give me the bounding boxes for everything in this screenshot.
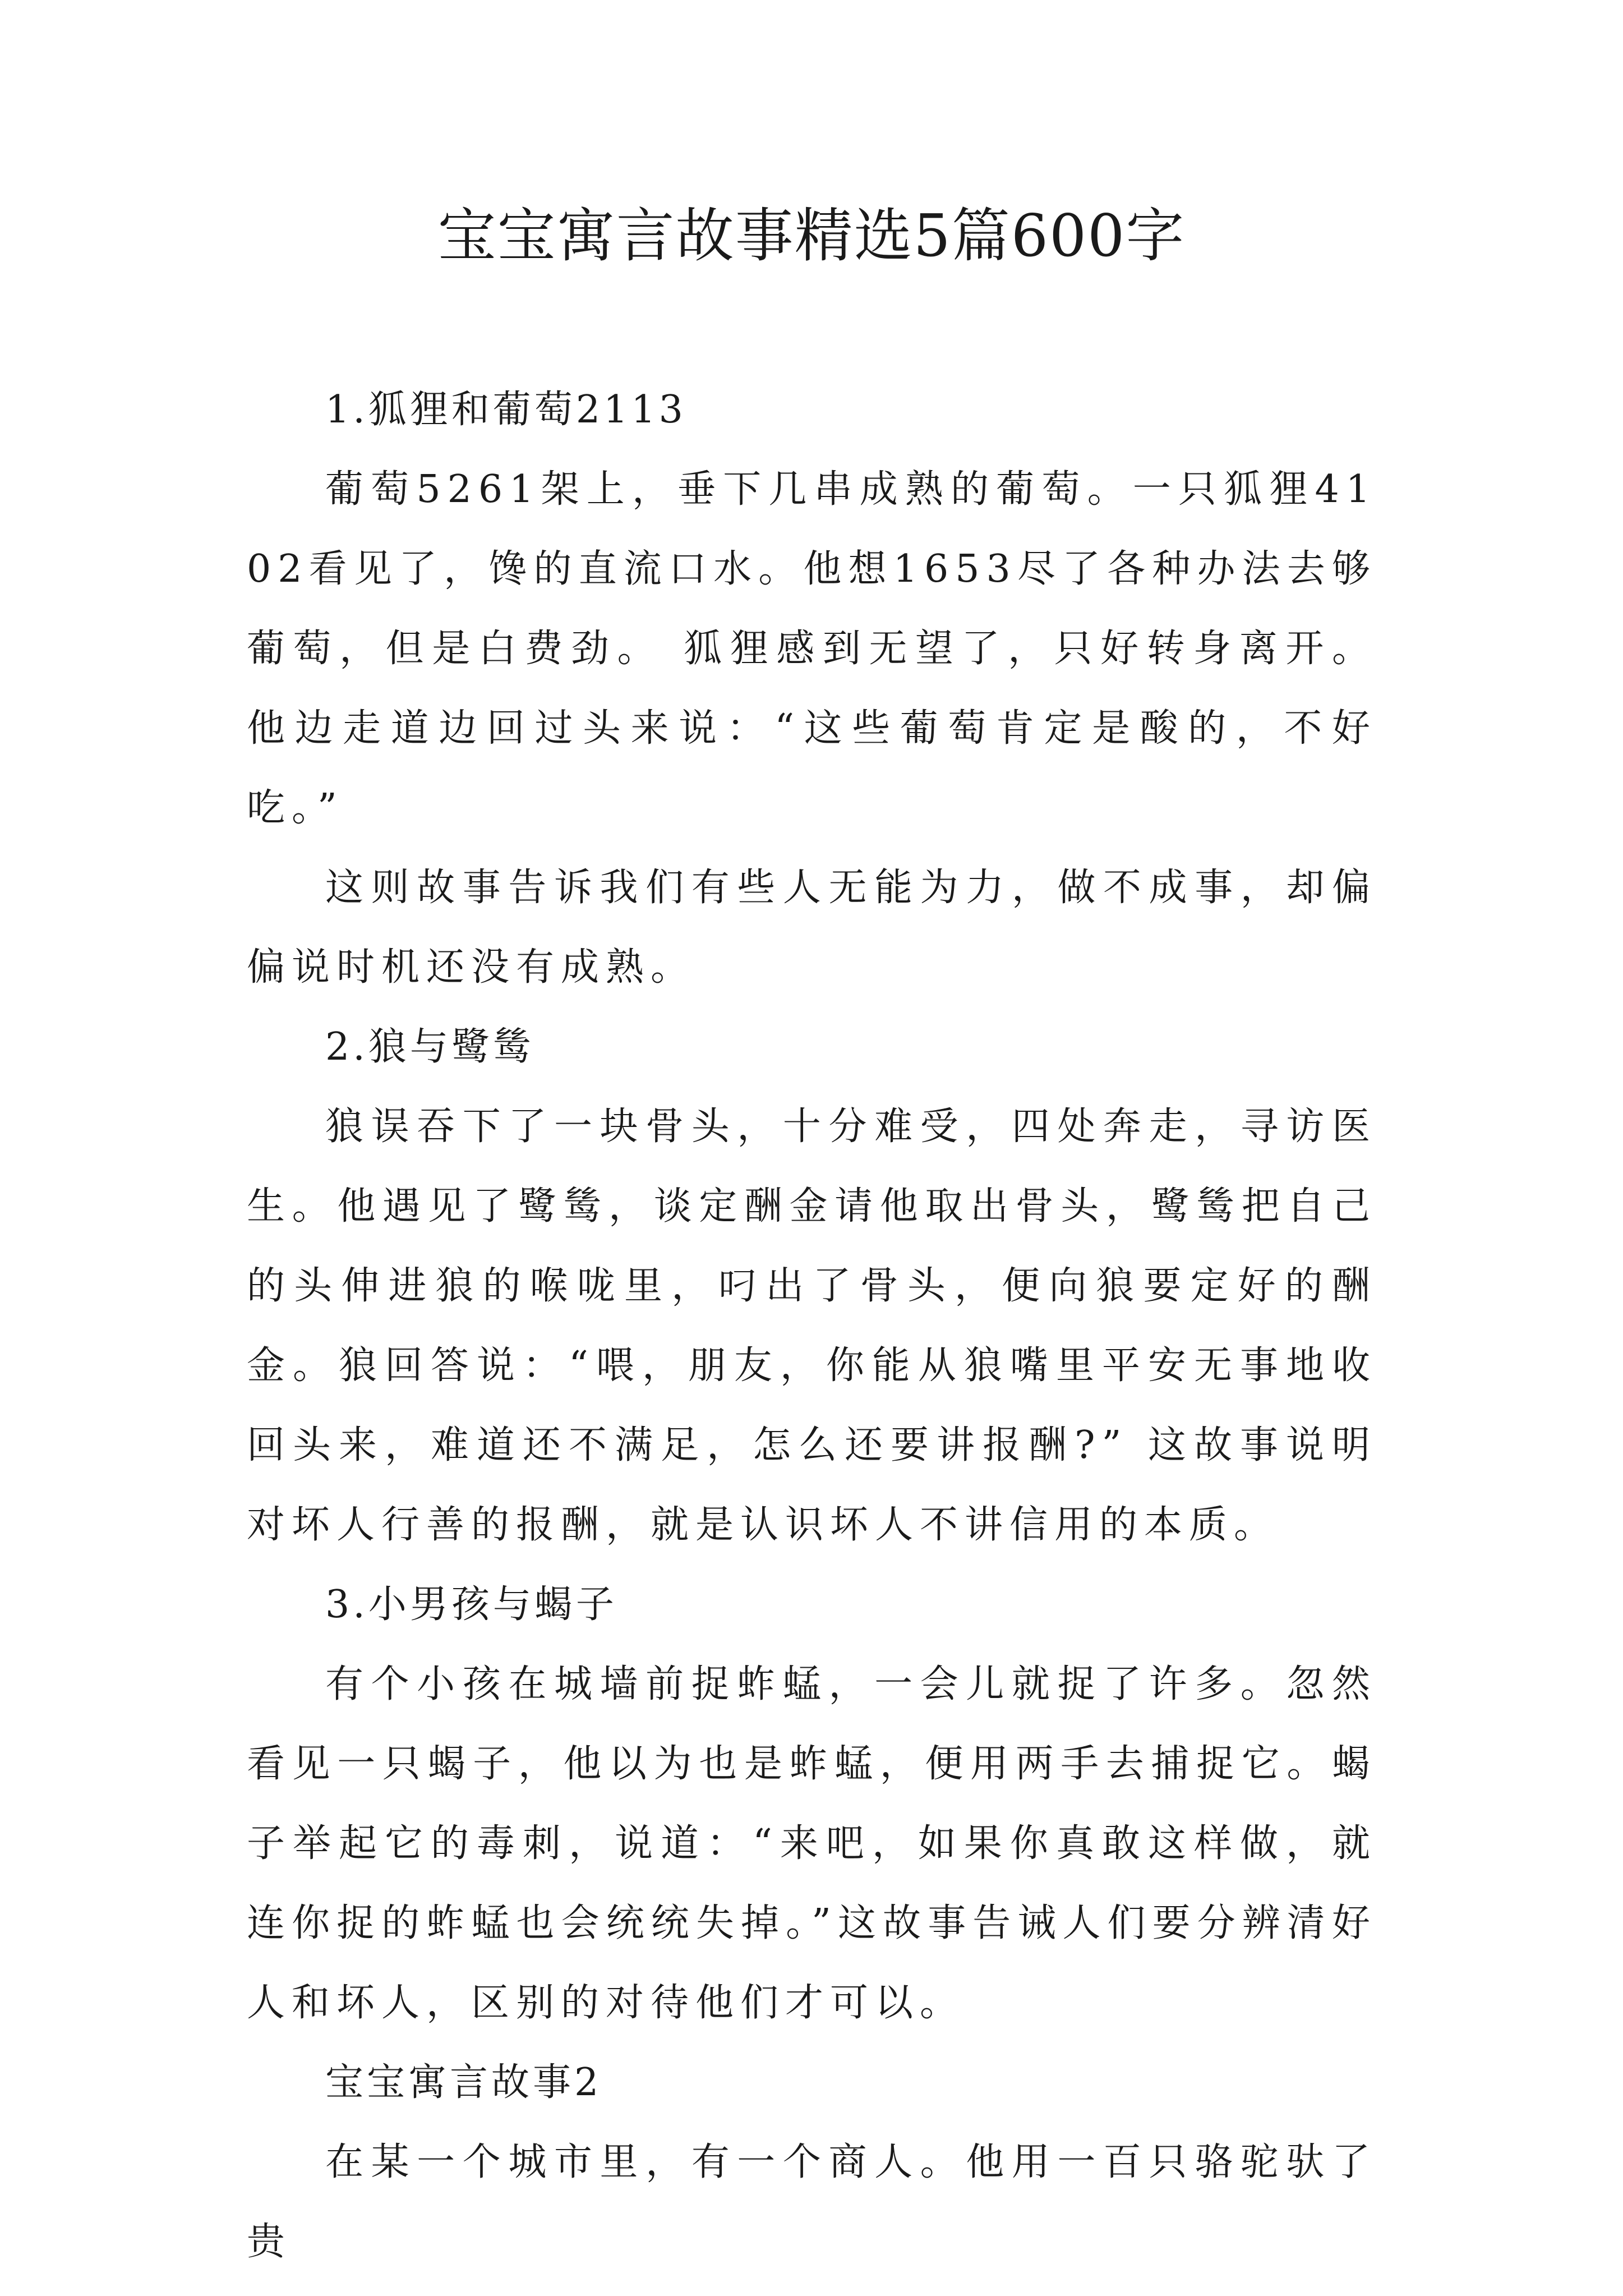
paragraph: 在某一个城市里，有一个商人。他用一百只骆驼驮了贵 (247, 2140, 1377, 2264)
section-heading-story-2: 宝宝寓言故事2 (325, 2060, 602, 2105)
paragraph: 葡萄5261架上，垂下几串成熟的葡萄。一只狐狸4102看见了，馋的直流口水。他想1653尽了各种办法去够葡萄，但是白费劲。 狐狸感到无望了，只好转身离开。他边走道边回过头来说：“这些葡萄肯定是酸的，不好吃。” (247, 467, 1377, 830)
section-heading-boy-scorpion: 3.小男孩与蝎子 (325, 1582, 617, 1627)
section-heading-wolf-heron: 2.狼与鹭鸶 (325, 1025, 534, 1069)
document-body (247, 370, 1377, 2282)
section-heading-fox-grapes: 1.狐狸和葡萄2113 (325, 388, 686, 432)
paragraph: 这则故事告诉我们有些人无能为力，做不成事，却偏偏说时机还没有成熟。 (247, 866, 1377, 990)
document-title: 宝宝寓言故事精选5篇600字 (437, 201, 1186, 270)
paragraph: 狼误吞下了一块骨头，十分难受，四处奔走，寻访医生。他遇见了鹭鸶，谈定酬金请他取出骨头，鹭鸶把自己的头伸进狼的喉咙里，叼出了骨头，便向狼要定好的酬金。狼回答说：“喂，朋友，你能从狼嘴里平安无事地收回头来，难道还不满足，怎么还要讲报酬?” 这故事说明对坏人行善的报酬，就是认识坏人不讲信用的本质。 (247, 1105, 1377, 1547)
paragraph: 有个小孩在城墙前捉蚱蜢，一会儿就捉了许多。忽然看见一只蝎子，他以为也是蚱蜢，便用两手去捕捉它。蝎子举起它的毒刺，说道：“来吧，如果你真敢这样做，就连你捉的蚱蜢也会统统失掉。”这故事告诫人们要分辨清好人和坏人，区别的对待他们才可以。 (247, 1662, 1377, 2025)
